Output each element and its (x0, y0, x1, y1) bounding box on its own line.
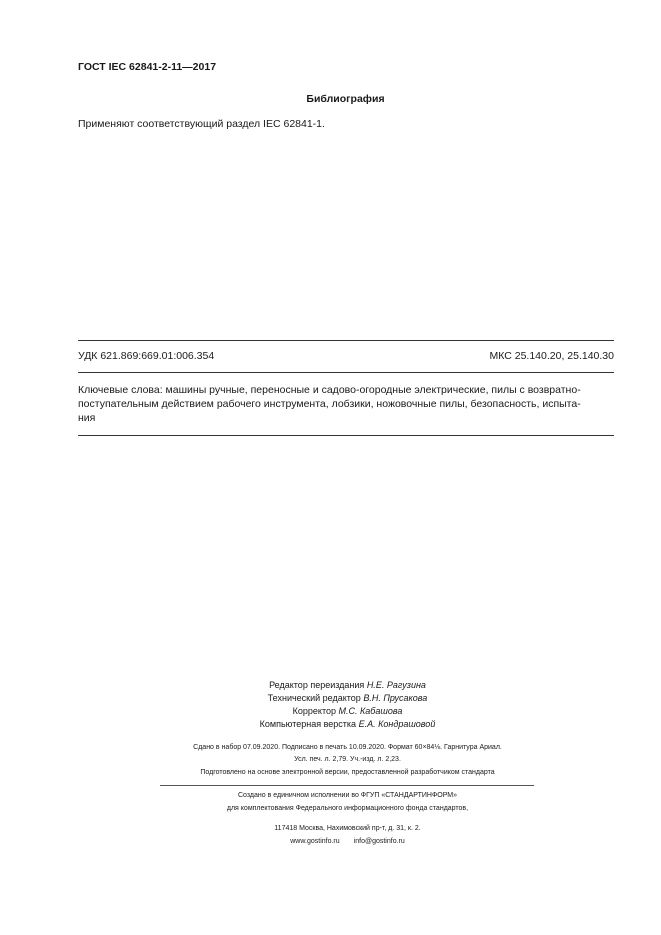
credit-name: Н.Е. Рагузина (366, 680, 426, 690)
imprint-line: Усл. печ. л. 2,79. Уч.-изд. л. 2,23. (294, 756, 401, 763)
credits-block (0, 679, 661, 731)
bibliography-title: Библиография (306, 93, 385, 105)
publisher-line: Создано в единичном исполнении во ФГУП «СТАНДАРТИНФОРМ» (237, 792, 458, 799)
imprint-block (0, 742, 661, 766)
credit-line (34, 679, 661, 692)
credit-line (34, 692, 661, 705)
credit-role: Редактор переиздания (269, 680, 365, 690)
keywords-block (78, 383, 614, 425)
publisher-links (34, 835, 661, 848)
standard-header: ГОСТ IEC 62841-2-11—2017 (78, 61, 217, 73)
prepared-note: Подготовлено на основе электронной версии, предоставленной разработчиком стандарта (200, 769, 495, 776)
mks-code: МКС 25.140.20, 25.140.30 (489, 350, 614, 362)
divider-bottom (78, 435, 614, 436)
credit-role: Компьютерная верстка (259, 719, 357, 729)
bibliography-text: Применяют соответствующий раздел IEC 62841-1. (78, 118, 325, 130)
credit-line (34, 705, 661, 718)
email-link[interactable]: info@gostinfo.ru (353, 838, 405, 845)
imprint-line: Сдано в набор 07.09.2020. Подписано в печать 10.09.2020. Формат 60×84⅛. Гарнитура Ариал. (193, 744, 502, 751)
credit-role: Технический редактор (267, 693, 361, 703)
credit-name: М.С. Кабашова (338, 706, 403, 716)
credit-role: Корректор (292, 706, 336, 716)
footer-divider (160, 785, 534, 786)
credit-name: В.Н. Прусакова (363, 693, 428, 703)
udk-code: УДК 621.869:669.01:006.354 (78, 350, 215, 362)
divider-top (78, 340, 614, 341)
credit-line (34, 718, 661, 731)
website-link[interactable]: www.gostinfo.ru (290, 838, 340, 845)
publisher-address: 117418 Москва, Нахимовский пр-т, д. 31, к. 2. (274, 825, 421, 832)
keywords-line: ния (78, 412, 96, 424)
keywords-line: Ключевые слова: машины ручные, переносные и садово-огородные электрические, пилы с возвратно- (78, 384, 581, 396)
keywords-line: поступательным действием рабочего инструмента, лобзики, ножовочные пилы, безопасность, испыта- (78, 398, 581, 410)
publisher-block (0, 789, 661, 848)
publisher-line: для комплектования Федерального информационного фонда стандартов, (226, 805, 469, 812)
credit-name: Е.А. Кондрашовой (358, 719, 436, 729)
divider-middle (78, 372, 614, 373)
